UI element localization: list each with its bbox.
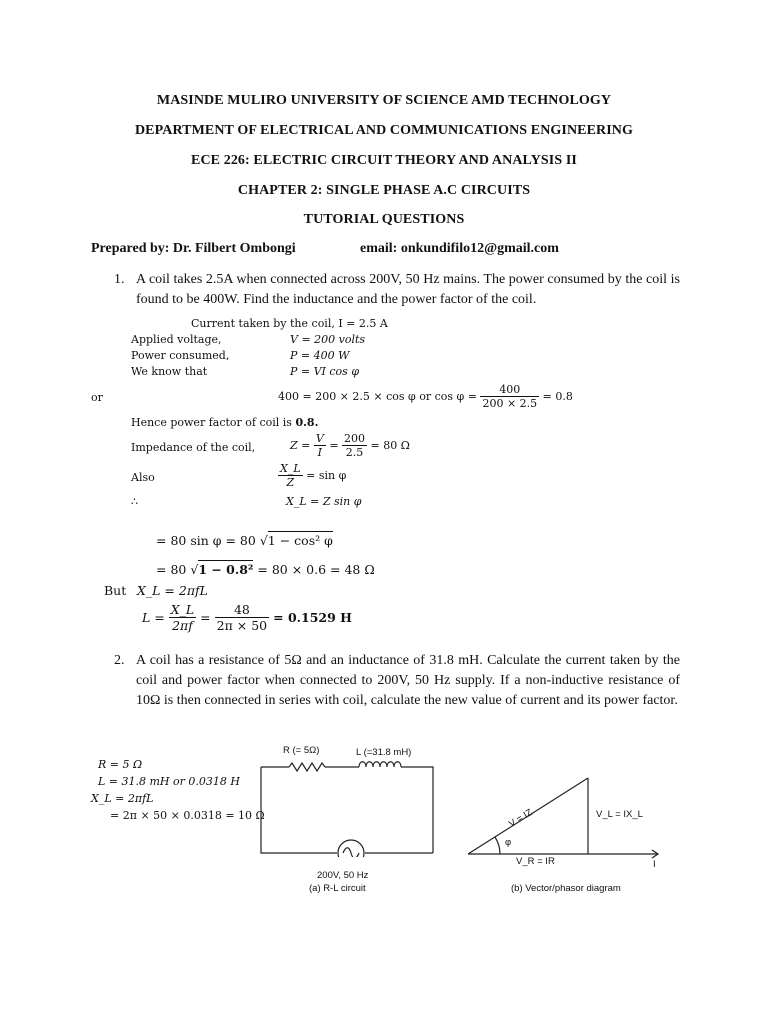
document-title: TUTORIAL QUESTIONS (303, 212, 465, 227)
but-label: But (104, 583, 127, 598)
inductor-label: L (=31.8 mH) (356, 747, 412, 758)
power-label: Power consumed, (131, 349, 230, 362)
impedance-label: Impedance of the coil, (131, 441, 256, 454)
prepared-by: Prepared by: Dr. Filbert Ombongi (91, 241, 296, 256)
phase-angle-arc (495, 837, 500, 854)
step-1-text: = 80 sin φ = 80 (156, 533, 256, 548)
question-number: 2. (114, 653, 125, 668)
step-2 (156, 562, 375, 577)
equals-sign: = (200, 610, 211, 625)
course-title: ECE 226: ELECTRIC CIRCUIT THEORY AND ANALYSIS II (191, 153, 577, 168)
z-lhs: Z = (290, 439, 311, 452)
denominator: 2.5 (345, 446, 364, 459)
fraction (314, 432, 326, 459)
therefore-symbol: ∴ (131, 495, 138, 508)
phasor-caption: (b) Vector/phasor diagram (511, 883, 621, 894)
inductor-voltage-label: V_L = IX_L (596, 809, 643, 820)
phi-label: φ (505, 837, 512, 848)
resistor-symbol (289, 763, 325, 771)
given-resistance: R = 5 Ω (98, 758, 143, 771)
hence-line (131, 416, 318, 429)
given-inductance: L = 31.8 mH or 0.0318 H (98, 775, 240, 788)
root-sign: √ (259, 533, 268, 548)
also-label: Also (131, 471, 155, 484)
radicand: 1 − 0.8² (198, 562, 254, 577)
sin-equation (278, 462, 346, 489)
inductance-equation (142, 602, 352, 633)
numerator: 200 (344, 432, 366, 445)
denominator: 2πf (172, 618, 193, 633)
but-value: X_L = 2πfL (137, 583, 208, 598)
step-1 (156, 533, 333, 548)
equation-lhs: 400 = 200 × 2.5 × cos φ or cos φ = (278, 390, 477, 403)
current-line: Current taken by the coil, I = 2.5 A (191, 317, 388, 330)
question-text: A coil has a resistance of 5Ω and an inductance of 31.8 mH. Calculate the current taken by the coil and power factor when connected to 200V, 50 Hz supply. If a non-inductive resistance of 10Ω is then connected in series with coil, calculate the new value of current and its power factor. (136, 653, 680, 708)
hence-text: Hence power factor of coil is (131, 416, 296, 429)
author-email: email: onkundifilo12@gmail.com (360, 241, 559, 256)
numerator: 400 (480, 383, 539, 397)
hence-value: 0.8. (295, 416, 319, 429)
l-result: = 0.1529 H (273, 610, 352, 625)
equals-sign: = (329, 439, 339, 452)
question-1 (114, 270, 680, 310)
rl-circuit-diagram (255, 745, 445, 857)
voltage-label: Applied voltage, (131, 333, 222, 346)
resistor-label: R (= 5Ω) (283, 745, 320, 756)
equation-result: = 0.8 (542, 390, 573, 403)
voltage-label: V = IZ (507, 807, 535, 830)
source-label: 200V, 50 Hz (317, 870, 369, 881)
radicand: 1 − cos² φ (267, 533, 333, 548)
circuit-wire (401, 767, 433, 853)
know-label: We know that (131, 365, 208, 378)
voltage-value: V = 200 volts (290, 333, 366, 346)
numerator: 48 (215, 602, 270, 618)
chapter-title: CHAPTER 2: SINGLE PHASE A.C CIRCUITS (237, 183, 531, 198)
z-result: = 80 Ω (370, 439, 410, 452)
department-title: DEPARTMENT OF ELECTRICAL AND COMMUNICATIONS ENGINEERING (134, 123, 634, 138)
numerator: V (315, 432, 324, 445)
sin-rhs: = sin φ (306, 469, 347, 482)
fraction (342, 432, 367, 459)
circuit-wire (261, 767, 337, 853)
step-2-result: = 80 × 0.6 = 48 Ω (257, 562, 375, 577)
reactance-calculation: = 2π × 50 × 0.0318 = 10 Ω (110, 809, 265, 822)
or-label: or (91, 391, 103, 404)
power-factor-equation (278, 383, 573, 410)
l-lhs: L = (142, 610, 165, 625)
root-sign: √ (190, 562, 199, 577)
resistor-voltage-label: V_R = IR (516, 856, 555, 867)
university-title: MASINDE MULIRO UNIVERSITY OF SCIENCE AMD TECHNOLOGY (156, 93, 612, 108)
numerator: X_L (170, 602, 195, 617)
know-value: P = VI cos φ (290, 365, 360, 378)
question-2 (114, 651, 680, 711)
circuit-caption: (a) R-L circuit (309, 883, 366, 894)
impedance-equation (290, 432, 410, 459)
fraction (169, 602, 196, 633)
numerator: X_L (280, 462, 301, 475)
denominator: 200 × 2.5 (482, 397, 538, 410)
question-text: A coil takes 2.5A when connected across 200V, 50 Hz mains. The power consumed by the coil is found to be 400W. Find the inductance and the power factor of the coil. (136, 272, 680, 307)
inductor-symbol (359, 762, 401, 767)
step-2-text: = 80 (156, 562, 187, 577)
denominator: 2π × 50 (216, 618, 268, 633)
current-label: I (653, 859, 656, 870)
denominator: I (317, 446, 323, 459)
sine-wave-icon (343, 848, 359, 857)
fraction (278, 462, 303, 489)
question-number: 1. (114, 272, 125, 287)
fraction (480, 383, 539, 410)
denominator: Z (286, 476, 295, 489)
power-value: P = 400 W (290, 349, 350, 362)
given-reactance: X_L = 2πfL (91, 792, 154, 805)
xl-equation: X_L = Z sin φ (286, 495, 362, 508)
fraction (215, 602, 270, 633)
